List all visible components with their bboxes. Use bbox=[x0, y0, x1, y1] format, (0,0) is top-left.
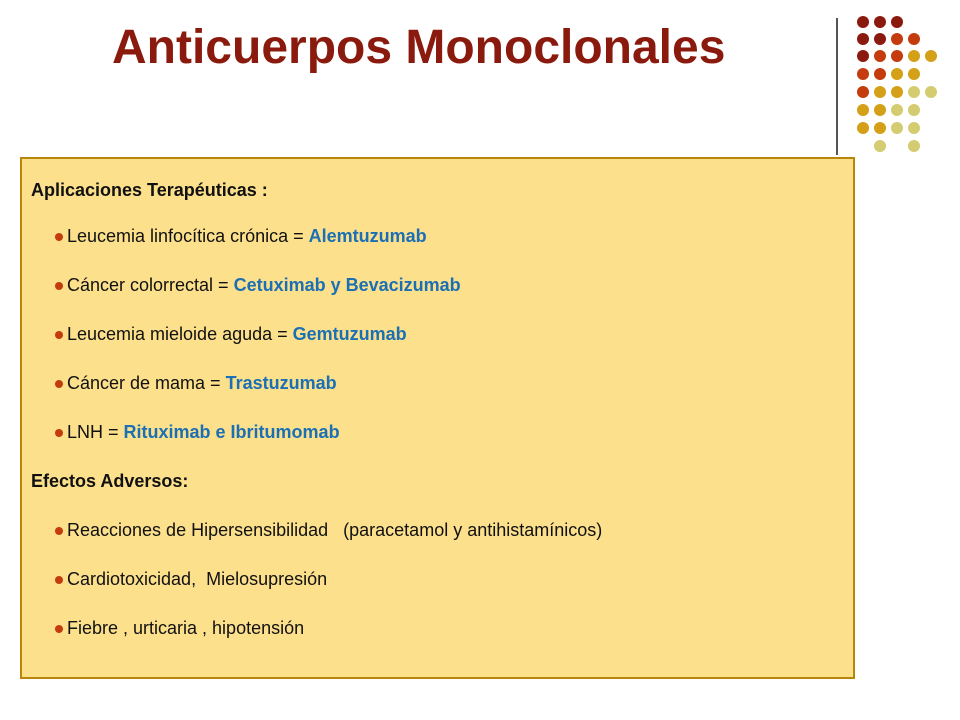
list-item bbox=[67, 323, 407, 345]
decorative-dot bbox=[908, 86, 920, 98]
slide-title: Anticuerpos Monoclonales bbox=[112, 21, 726, 74]
decorative-dot bbox=[874, 33, 886, 45]
list-item bbox=[67, 372, 337, 394]
decorative-dot bbox=[874, 140, 886, 152]
decorative-dot bbox=[874, 122, 886, 134]
item-text: Fiebre , urticaria , hipotensión bbox=[67, 618, 305, 638]
decorative-dot bbox=[891, 16, 903, 28]
decorative-dot bbox=[874, 16, 886, 28]
decorative-dot bbox=[908, 33, 920, 45]
decorative-dot bbox=[891, 86, 903, 98]
list-item bbox=[67, 274, 461, 296]
decorative-dot bbox=[874, 50, 886, 62]
decorative-dot bbox=[891, 122, 903, 134]
decorative-dot bbox=[925, 86, 937, 98]
decorative-dot bbox=[874, 68, 886, 80]
list-item bbox=[67, 519, 602, 541]
decorative-dot bbox=[925, 50, 937, 62]
item-text: Reacciones de Hipersensibilidad (paracetamol y antihistamínicos) bbox=[67, 520, 603, 540]
list-item bbox=[67, 421, 340, 443]
bullet-icon bbox=[55, 625, 63, 633]
title-divider-line bbox=[836, 18, 838, 155]
list-item bbox=[67, 225, 427, 247]
item-text: Cáncer colorrectal = bbox=[67, 275, 234, 295]
decorative-dot bbox=[908, 104, 920, 116]
bullet-icon bbox=[55, 576, 63, 584]
decorative-dot bbox=[857, 50, 869, 62]
item-text: Cardiotoxicidad, Mielosupresión bbox=[67, 569, 328, 589]
list-item bbox=[67, 568, 327, 590]
item-text: Leucemia mieloide aguda = bbox=[67, 324, 293, 344]
item-highlight: Cetuximab y Bevacizumab bbox=[233, 275, 461, 295]
section-heading-adverse-effects: Efectos Adversos: bbox=[31, 471, 189, 491]
decorative-dot bbox=[891, 33, 903, 45]
item-text: LNH = bbox=[67, 422, 124, 442]
item-text: Leucemia linfocítica crónica = bbox=[67, 226, 309, 246]
bullet-icon bbox=[55, 429, 63, 437]
bullet-icon bbox=[55, 282, 63, 290]
section-heading-applications: Aplicaciones Terapéuticas : bbox=[31, 180, 268, 200]
decorative-dot bbox=[908, 68, 920, 80]
bullet-icon bbox=[55, 233, 63, 241]
decorative-dot bbox=[891, 68, 903, 80]
decorative-dot bbox=[908, 122, 920, 134]
decorative-dot bbox=[908, 140, 920, 152]
decorative-dot bbox=[857, 104, 869, 116]
item-highlight: Alemtuzumab bbox=[308, 226, 427, 246]
decorative-dot bbox=[857, 16, 869, 28]
decorative-dot bbox=[857, 122, 869, 134]
item-text: Cáncer de mama = bbox=[67, 373, 226, 393]
content-box bbox=[20, 157, 855, 679]
decorative-dot bbox=[891, 50, 903, 62]
item-highlight: Gemtuzumab bbox=[292, 324, 407, 344]
decorative-dot bbox=[857, 33, 869, 45]
list-item bbox=[67, 617, 304, 639]
decorative-dot bbox=[908, 50, 920, 62]
bullet-icon bbox=[55, 380, 63, 388]
decorative-dot bbox=[874, 104, 886, 116]
item-highlight: Trastuzumab bbox=[225, 373, 337, 393]
bullet-icon bbox=[55, 331, 63, 339]
decorative-dot bbox=[857, 68, 869, 80]
decorative-dot bbox=[891, 104, 903, 116]
bullet-icon bbox=[55, 527, 63, 535]
item-highlight: Rituximab e Ibritumomab bbox=[123, 422, 340, 442]
decorative-dot bbox=[874, 86, 886, 98]
decorative-dot bbox=[857, 86, 869, 98]
